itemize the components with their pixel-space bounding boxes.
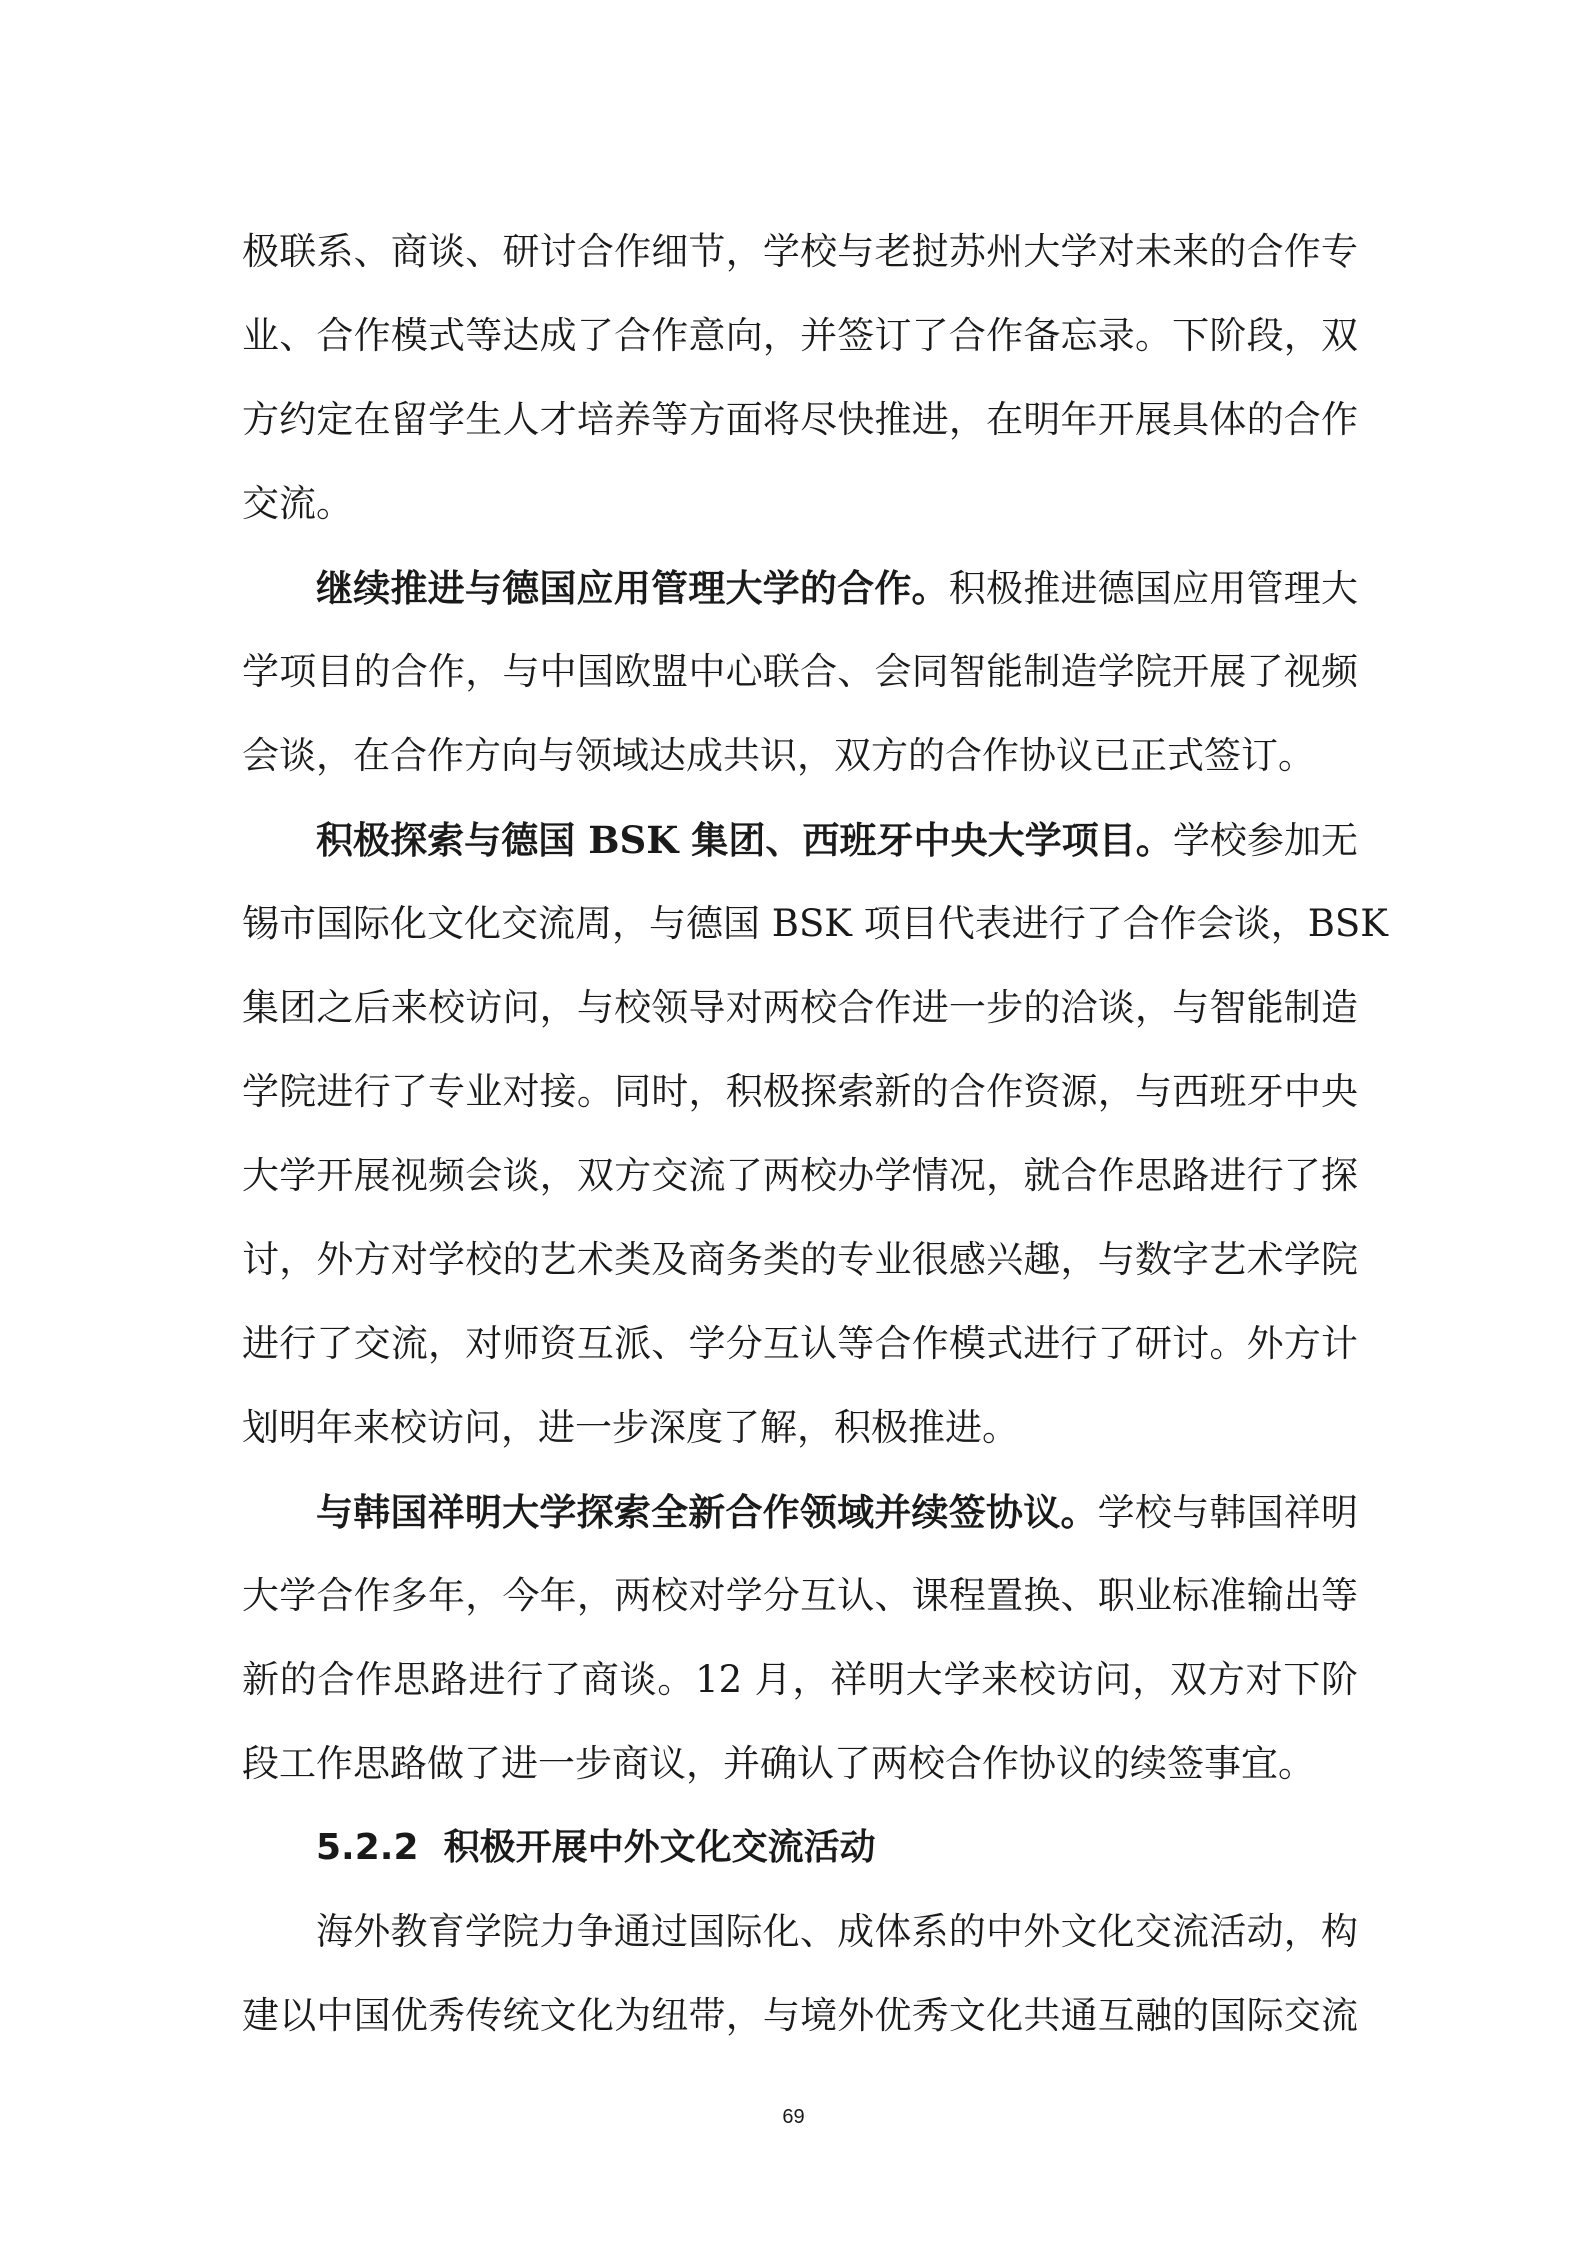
text-line: 建以中国优秀传统文化为纽带，与境外优秀文化共通互融的国际交流 <box>242 1994 1358 2037</box>
section-title: 积极开展中外文化交流活动 <box>443 1827 876 1868</box>
text-line: 锡市国际化文化交流周，与德国 BSK 项目代表进行了合作会谈，BSK <box>242 902 1388 945</box>
body-text <box>242 210 1388 2058</box>
paragraph-lead-bold: 继续推进与德国应用管理大学的合作。 <box>316 566 949 610</box>
text-line: 学项目的合作，与中国欧盟中心联合、会同智能制造学院开展了视频 <box>242 650 1358 693</box>
text-line: 讨，外方对学校的艺术类及商务类的专业很感兴趣，与数字艺术学院 <box>242 1238 1358 1281</box>
text-run: 学校参加无 <box>1172 819 1358 862</box>
text-line: 海外教育学院力争通过国际化、成体系的中外文化交流活动，构 <box>316 1910 1358 1953</box>
text-line: 新的合作思路进行了商谈。12 月，祥明大学来校访问，双方对下阶 <box>242 1658 1358 1701</box>
text-line: 极联系、商谈、研讨合作细节，学校与老挝苏州大学对未来的合作专 <box>242 230 1358 273</box>
paragraph-laos-cooperation <box>242 210 1358 546</box>
text-line: 大学合作多年，今年，两校对学分互认、课程置换、职业标准输出等 <box>242 1574 1358 1617</box>
text-line: 划明年来校访问，进一步深度了解，积极推进。 <box>242 1406 1019 1449</box>
text-line <box>242 546 1358 630</box>
section-heading <box>242 1806 1358 1890</box>
text-run: 积极推进德国应用管理大 <box>948 567 1359 610</box>
text-line: 段工作思路做了进一步商议，并确认了两校合作协议的续签事宜。 <box>242 1742 1315 1785</box>
page-number: 69 <box>782 2106 805 2128</box>
text-run: 学校与韩国祥明 <box>1097 1491 1359 1534</box>
text-line: 方约定在留学生人才培养等方面将尽快推进，在明年开展具体的合作 <box>242 398 1358 441</box>
text-line: 学院进行了专业对接。同时，积极探索新的合作资源，与西班牙中央 <box>242 1070 1358 1113</box>
text-line <box>242 798 1358 882</box>
text-line: 交流。 <box>242 482 353 525</box>
paragraph-cultural-exchange <box>242 1890 1358 2058</box>
section-number: 5.2.2 <box>316 1827 419 1868</box>
text-line: 进行了交流，对师资互派、学分互认等合作模式进行了研讨。外方计 <box>242 1322 1358 1365</box>
paragraph-lead-bold: 与韩国祥明大学探索全新合作领域并续签协议。 <box>316 1490 1098 1534</box>
text-line: 业、合作模式等达成了合作意向，并签订了合作备忘录。下阶段，双 <box>242 314 1358 357</box>
paragraph-lead-bold: 积极探索与德国 BSK 集团、西班牙中央大学项目。 <box>316 818 1173 862</box>
paragraph-germany-applied-management <box>242 546 1358 798</box>
text-line: 会谈，在合作方向与领域达成共识，双方的合作协议已正式签订。 <box>242 734 1315 777</box>
text-line: 集团之后来校访问，与校领导对两校合作进一步的洽谈，与智能制造 <box>242 986 1358 1029</box>
text-line <box>242 1470 1358 1554</box>
paragraph-korea-sangmyung <box>242 1470 1358 1806</box>
text-line: 大学开展视频会谈，双方交流了两校办学情况，就合作思路进行了探 <box>242 1154 1358 1197</box>
paragraph-bsk-spain <box>242 798 1388 1470</box>
